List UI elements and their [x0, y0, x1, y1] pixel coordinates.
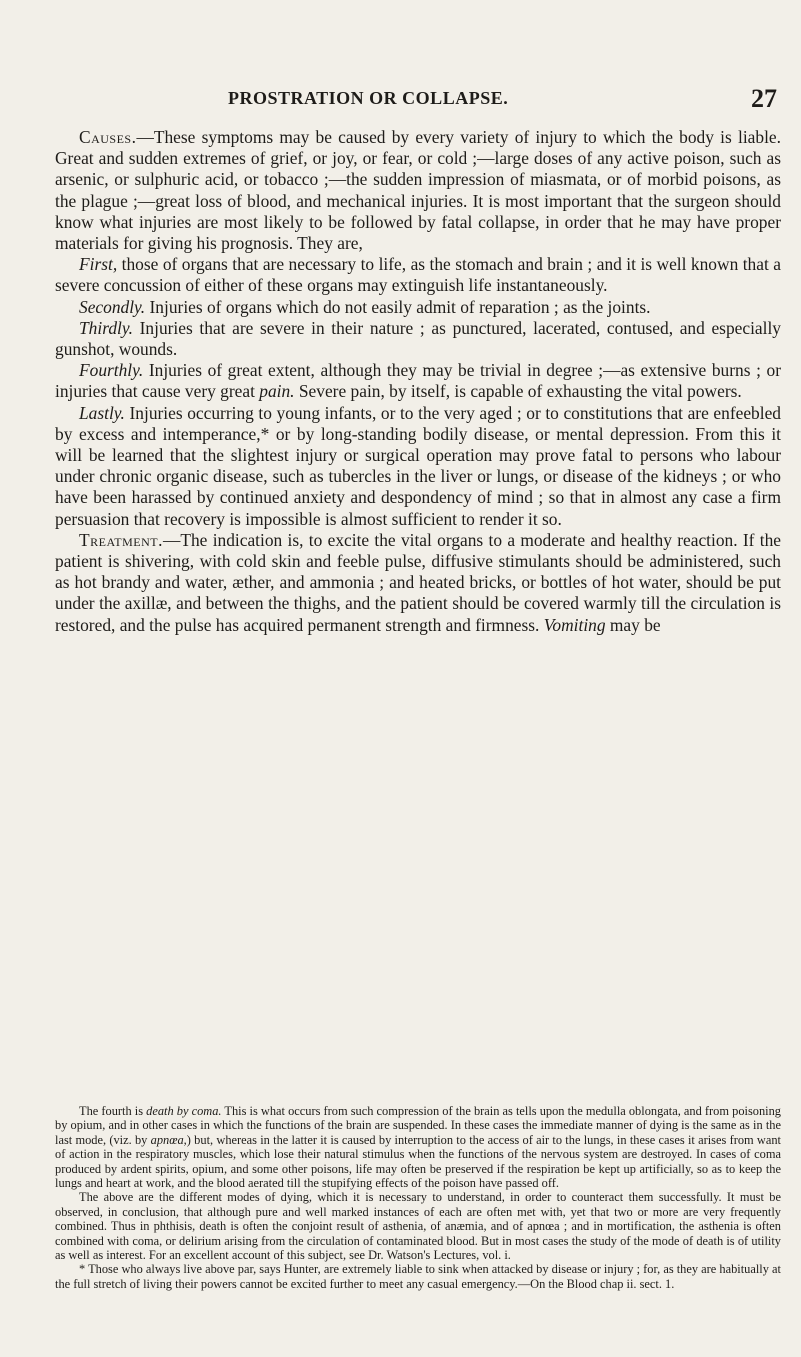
note-apnoea: apnœa,: [150, 1132, 187, 1147]
item-second-label: Secondly.: [79, 296, 146, 317]
small-print-notes: [55, 1104, 781, 1291]
note-death-by-coma-term: death by coma.: [146, 1104, 222, 1118]
page-header: [0, 84, 801, 112]
main-text: [55, 127, 781, 636]
causes-paragraph: [55, 127, 781, 254]
item-third: [55, 318, 781, 360]
item-fourth-pain: pain.: [259, 381, 295, 402]
note-death-by-coma: [55, 1104, 781, 1190]
treatment-text: —The indication is, to excite the vital organs to a moderate and healthy reaction. If the patient is shivering, with cold skin and feeble pulse, diffusive stimulants should be administered, such as hot brandy and water, æther, and ammonia ; and heated bricks, or bottles of hot water, should be put under the axillæ, and between the thighs, and the patient should be covered warmly till the circulation is restored, and the pulse has acquired permanent strength and firmness.: [55, 529, 781, 635]
item-lastly: [55, 403, 781, 530]
item-lastly-text: Injuries occurring to young infants, or to the very aged ; or to constitutions that are enfeebled by excess and intemperance,* or by long-standing bodily disease, or mental depression. From this it will be learned that the slightest injury or surgical operation may prove fatal to persons who labour under chronic organic disease, such as tubercles in the liver or lungs, or disease of the kidneys ; or who have been harassed by continued anxiety and despondency of mind ; so that in almost any case a firm persuasion that recovery is impossible is almost sufficient to render it so.: [55, 402, 781, 529]
item-first-text: those of organs that are necessary to life, as the stomach and brain ; and it is well known that a severe concussion of either of these organs may extinguish life instantaneously.: [55, 254, 781, 296]
item-first: [55, 254, 781, 296]
item-fourth: [55, 360, 781, 402]
item-third-text: Injuries that are severe in their nature ; as punctured, lacerated, contused, and especially gunshot, wounds.: [55, 317, 781, 360]
item-third-label: Thirdly.: [79, 317, 133, 338]
note-fourth-c: ) but, whereas in the latter it is caused by interruption to the access of air to the lungs, in these cases it arises from want of action in the respiratory muscles, which lose their natural stimulus when the functions of the nervous system are destroyed. In cases of coma produced by ardent spirits, opium, and some other poisons, life may often be preserved if the respiration be kept up artificially, so as to keep the lungs and heart at work, and the blood aerated till the stupifying effects of the poison have passed off.: [55, 1132, 781, 1191]
treatment-paragraph: [55, 530, 781, 636]
treatment-vomiting: Vomiting: [543, 614, 606, 635]
page-number: 27: [751, 84, 777, 113]
note-modes-of-dying: The above are the different modes of dying, which it is necessary to understand, in order to counteract them successfully. It must be observed, in conclusion, that although pure and well marked instances of each are often met with, yet that two or more are very frequently combined. Thus in phthisis, death is often the conjoint result of asthenia, of anæmia, and of apnœa ; and in mortification, the asthenia is often combined with coma, or delirium arising from the circulation of contaminated blood. But in most cases the study of the mode of death is of utility as well as interest. For an excellent account of this subject, see Dr. Watson's Lectures, vol. i.: [55, 1190, 781, 1263]
item-lastly-label: Lastly.: [79, 402, 125, 423]
note-fourth-b: This is what occurs from such compression of the brain as tells upon the medulla oblongata, and from poisoning by opium, and in other cases in which the functions of the brain are suspended. In these cases the immediate manner of dying is the same as in the last mode, (viz. by: [55, 1104, 781, 1147]
item-fourth-label: Fourthly.: [79, 360, 144, 381]
item-fourth-text-b: Severe pain, by itself, is capable of exhausting the vital powers.: [294, 381, 742, 402]
running-title: PROSTRATION OR COLLAPSE.: [228, 88, 509, 108]
treatment-heading: Treatment.: [79, 529, 163, 550]
footnote: * Those who always live above par, says Hunter, are extremely liable to sink when attacked by disease or injury ; for, as they are habitually at the full stretch of living their powers cannot be excited further to meet any casual emergency.—On the Blood chap ii. sect. 1.: [55, 1262, 781, 1291]
item-second: [55, 297, 781, 318]
note-fourth-a: The fourth is: [79, 1104, 147, 1118]
item-first-label: First,: [79, 254, 118, 275]
causes-heading: Causes.: [79, 127, 137, 147]
item-fourth-text-a: Injuries of great extent, although they may be trivial in degree ;—as extensive burns ; or injuries that cause very great: [55, 360, 781, 402]
causes-text: —These symptoms may be caused by every variety of injury to which the body is liable. Great and sudden extremes of grief, or joy, or fear, or cold ;—large doses of any active poison, such as arsenic, or sulphuric acid, or tobacco ;—the sudden impression of miasmata, or of morbid poisons, as the plague ;—great loss of blood, and mechanical injuries. It is most important that the surgeon should know what injuries are most likely to be followed by fatal collapse, in order that he may have proper materials for giving his prognosis. They are,: [55, 127, 781, 254]
item-second-text: Injuries of organs which do not easily admit of reparation ; as the joints.: [145, 296, 651, 317]
treatment-text-end: may be: [605, 614, 661, 635]
